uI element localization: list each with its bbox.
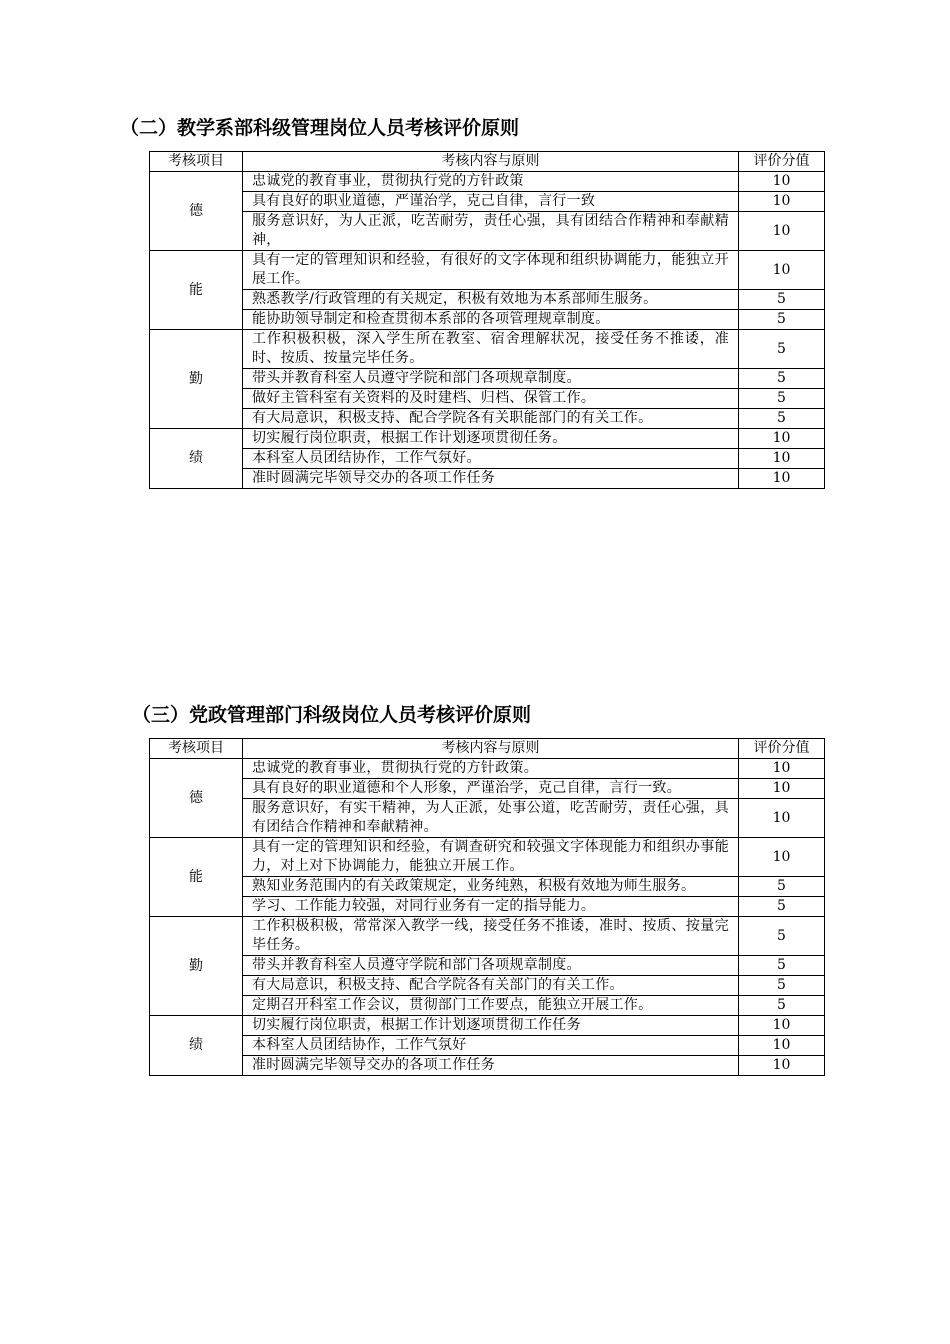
header-content: 考核内容与原则 [243,739,739,759]
content-cell: 准时圆满完毕领导交办的各项工作任务 [243,469,739,489]
score-cell: 5 [739,877,825,897]
category-cell: 绩 [150,429,243,489]
section-3-table [149,738,825,1076]
content-cell: 服务意识好，有实干精神，为人正派，处事公道，吃苦耐劳，责任心强，具有团结合作精神和奉献精神。 [243,799,739,838]
table-row [150,251,825,290]
table-row [150,330,825,369]
score-cell: 5 [739,310,825,330]
header-content: 考核内容与原则 [243,152,739,172]
category-cell: 德 [150,172,243,251]
score-cell: 5 [739,897,825,917]
table-row [150,917,825,956]
score-cell: 5 [739,917,825,956]
content-cell: 具有良好的职业道德和个人形象，严谨治学，克己自律，言行一致。 [243,779,739,799]
table-row [150,799,825,838]
content-cell: 忠诚党的教育事业，贯彻执行党的方针政策 [243,172,739,192]
content-cell: 做好主管科室有关资料的及时建档、归档、保管工作。 [243,389,739,409]
category-cell: 能 [150,838,243,917]
content-cell: 准时圆满完毕领导交办的各项工作任务 [243,1056,739,1076]
table-row [150,449,825,469]
score-cell: 10 [739,759,825,779]
content-cell: 有大局意识，积极支持、配合学院各有关部门的有关工作。 [243,976,739,996]
table-row [150,172,825,192]
score-cell: 10 [739,1036,825,1056]
content-cell: 带头并教育科室人员遵守学院和部门各项规章制度。 [243,369,739,389]
score-cell: 5 [739,409,825,429]
content-cell: 学习、工作能力较强，对同行业务有一定的指导能力。 [243,897,739,917]
section-3-title: （三）党政管理部门科级岗位人员考核评价原则 [132,704,532,726]
table-row [150,310,825,330]
content-cell: 具有一定的管理知识和经验，有很好的文字体现和组织协调能力，能独立开展工作。 [243,251,739,290]
content-cell: 切实履行岗位职责，根据工作计划逐项贯彻任务。 [243,429,739,449]
table-row [150,192,825,212]
content-cell: 熟悉教学/行政管理的有关规定，积极有效地为本系部师生服务。 [243,290,739,310]
content-cell: 有大局意识，积极支持、配合学院各有关职能部门的有关工作。 [243,409,739,429]
table-row [150,212,825,251]
content-cell: 具有一定的管理知识和经验，有调查研究和较强文字体现能力和组织办事能力，对上对下协调能力，能独立开展工作。 [243,838,739,877]
table-row [150,996,825,1016]
header-row [150,152,825,172]
table-row [150,976,825,996]
table-row [150,1056,825,1076]
category-cell: 勤 [150,330,243,429]
score-cell: 10 [739,429,825,449]
table-row [150,409,825,429]
table-row [150,429,825,449]
category-cell: 德 [150,759,243,838]
score-cell: 10 [739,838,825,877]
score-cell: 10 [739,1016,825,1036]
header-score: 评价分值 [739,739,825,759]
header-item: 考核项目 [150,152,243,172]
content-cell: 熟知业务范围内的有关政策规定，业务纯熟，积极有效地为师生服务。 [243,877,739,897]
content-cell: 本科室人员团结协作，工作气氛好 [243,1036,739,1056]
section-2-table [149,151,825,489]
category-cell: 勤 [150,917,243,1016]
content-cell: 带头并教育科室人员遵守学院和部门各项规章制度。 [243,956,739,976]
score-cell: 10 [739,212,825,251]
score-cell: 5 [739,330,825,369]
category-cell: 绩 [150,1016,243,1076]
score-cell: 5 [739,290,825,310]
table-row [150,779,825,799]
table-row [150,877,825,897]
table-row [150,759,825,779]
score-cell: 10 [739,469,825,489]
score-cell: 10 [739,799,825,838]
content-cell: 能协助领导制定和检查贯彻本系部的各项管理规章制度。 [243,310,739,330]
content-cell: 本科室人员团结协作，工作气氛好。 [243,449,739,469]
score-cell: 5 [739,956,825,976]
table-row [150,1016,825,1036]
score-cell: 10 [739,1056,825,1076]
score-cell: 5 [739,369,825,389]
header-score: 评价分值 [739,152,825,172]
content-cell: 服务意识好，为人正派，吃苦耐劳，责任心强，具有团结合作精神和奉献精神， [243,212,739,251]
score-cell: 5 [739,976,825,996]
header-item: 考核项目 [150,739,243,759]
content-cell: 具有良好的职业道德，严谨治学，克己自律，言行一致 [243,192,739,212]
content-cell: 工作积极积极，常常深入教学一线，接受任务不推诿，准时、按质、按量完毕任务。 [243,917,739,956]
content-cell: 忠诚党的教育事业，贯彻执行党的方针政策。 [243,759,739,779]
score-cell: 10 [739,251,825,290]
table-row [150,897,825,917]
category-cell: 能 [150,251,243,330]
header-row [150,739,825,759]
table-row [150,369,825,389]
score-cell: 10 [739,449,825,469]
score-cell: 10 [739,172,825,192]
section-2-title: （二）教学系部科级管理岗位人员考核评价原则 [120,117,520,139]
table-row [150,838,825,877]
content-cell: 切实履行岗位职责，根据工作计划逐项贯彻工作任务 [243,1016,739,1036]
score-cell: 5 [739,389,825,409]
content-cell: 定期召开科室工作会议，贯彻部门工作要点，能独立开展工作。 [243,996,739,1016]
table-row [150,290,825,310]
score-cell: 10 [739,192,825,212]
content-cell: 工作积极积极，深入学生所在教室、宿舍理解状况，接受任务不推诿，准时、按质、按量完毕任务。 [243,330,739,369]
score-cell: 10 [739,779,825,799]
table-row [150,956,825,976]
table-row [150,469,825,489]
score-cell: 5 [739,996,825,1016]
table-row [150,1036,825,1056]
table-row [150,389,825,409]
